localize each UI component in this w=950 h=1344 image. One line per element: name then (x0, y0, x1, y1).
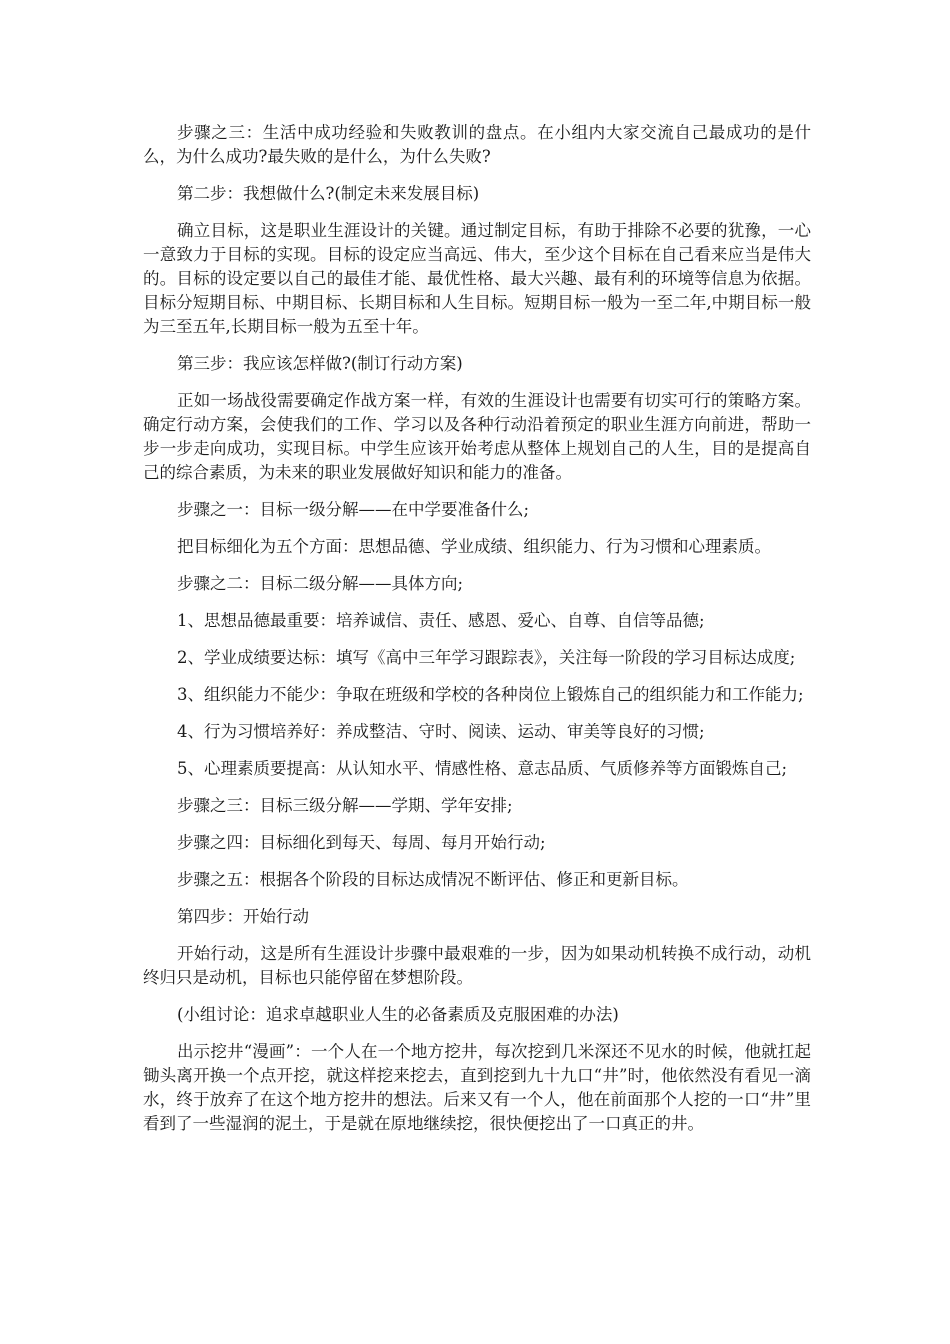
substep-two: 步骤之二：目标二级分解——具体方向; (177, 574, 464, 593)
heading-step-three: 第三步：我应该怎样做?(制订行动方案) (177, 354, 463, 373)
list-item-2: 2、学业成绩要达标：填写《高中三年学习跟踪表》，关注每一阶段的学习目标达成度; (177, 648, 796, 667)
heading-step-four: 第四步：开始行动 (177, 907, 309, 926)
paragraph-well-story: 出示挖井“漫画”：一个人在一个地方挖井，每次挖到几米深还不见水的时候，他就扛起锄头离开换一个点开挖，就这样挖来挖去，直到挖到九十九口“井”时，他依然没有看见一滴水，终于放弃了在这个地方挖井的想法。后来又有一个人，他在前面那个人挖的一口“井”里看到了一些湿润的泥土，于是就在原地继续挖，很快便挖出了一口真正的井。 (143, 1042, 811, 1133)
substep-one-detail: 把目标细化为五个方面：思想品德、学业成绩、组织能力、行为习惯和心理素质。 (177, 537, 771, 556)
substep-three: 步骤之三：目标三级分解——学期、学年安排; (177, 796, 513, 815)
substep-four: 步骤之四：目标细化到每天、每周、每月开始行动; (177, 833, 546, 852)
substep-five: 步骤之五：根据各个阶段的目标达成情况不断评估、修正和更新目标。 (177, 870, 689, 889)
substep-one: 步骤之一：目标一级分解——在中学要准备什么; (177, 500, 530, 519)
paragraph-set-goals: 确立目标，这是职业生涯设计的关键。通过制定目标，有助于排除不必要的犹豫，一心一意致力于目标的实现。目标的设定应当高远、伟大，至少这个目标在自己看来应当是伟大的。目标的设定要以自己的最佳才能、最优性格、最大兴趣、最有利的环境等信息为依据。目标分短期目标、中期目标、长期目标和人生目标。短期目标一般为一至二年,中期目标一般为三至五年,长期目标一般为五至十年。 (143, 221, 811, 336)
list-item-4: 4、行为习惯培养好：养成整洁、守时、阅读、运动、审美等良好的习惯; (177, 722, 705, 741)
paragraph-action-plan: 正如一场战役需要确定作战方案一样，有效的生涯设计也需要有切实可行的策略方案。确定行动方案，会使我们的工作、学习以及各种行动沿着预定的职业生涯方向前进，帮助一步一步走向成功，实现目标。中学生应该开始考虑从整体上规划自己的人生，目的是提高自己的综合素质，为未来的职业发展做好知识和能力的准备。 (143, 391, 811, 482)
group-discussion: (小组讨论：追求卓越职业人生的必备素质及克服困难的办法) (177, 1005, 619, 1024)
paragraph-step3-review: 步骤之三：生活中成功经验和失败教训的盘点。在小组内大家交流自己最成功的是什么，为什么成功?最失败的是什么，为什么失败? (143, 123, 811, 166)
list-item-5: 5、心理素质要提高：从认知水平、情感性格、意志品质、气质修养等方面锻炼自己; (177, 759, 788, 778)
list-item-3: 3、组织能力不能少：争取在班级和学校的各种岗位上锻炼自己的组织能力和工作能力; (177, 685, 804, 704)
heading-step-two: 第二步：我想做什么?(制定未来发展目标) (177, 184, 480, 203)
document-body (143, 121, 811, 1149)
list-item-1: 1、思想品德最重要：培养诚信、责任、感恩、爱心、自尊、自信等品德; (177, 611, 705, 630)
paragraph-start-action: 开始行动，这是所有生涯设计步骤中最艰难的一步，因为如果动机转换不成行动，动机终归只是动机，目标也只能停留在梦想阶段。 (143, 944, 811, 987)
